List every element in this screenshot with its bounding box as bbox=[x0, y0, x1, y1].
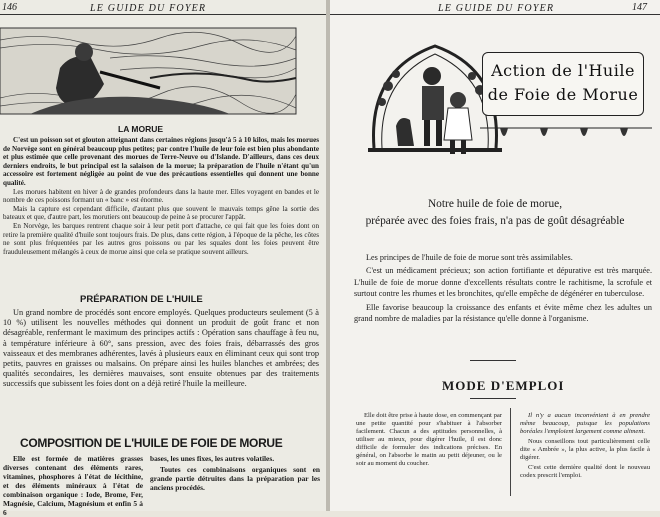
composition-paragraph: bases, les unes fixes, les autres volatiles. bbox=[150, 454, 275, 463]
mode-emploi-col2 bbox=[520, 412, 650, 480]
title-line-2: de Foie de Morue bbox=[487, 85, 639, 104]
fisherman-engraving bbox=[0, 28, 296, 114]
composition-paragraph: Toutes ces combinaisons organiques sont en grande partie détruites dans la préparation par les anciens procédés. bbox=[150, 465, 320, 492]
mode-emploi-title: MODE D'EMPLOI bbox=[442, 378, 565, 393]
action-paragraph: Elle favorise beaucoup la croissance des enfants et évite même chez les adultes un grand nombre de maladies par la résistance qu'elle donne à l'organisme. bbox=[354, 302, 652, 324]
lead-line-2: préparée avec des foies frais, n'a pas de goût désagréable bbox=[365, 215, 625, 227]
right-running-header: LE GUIDE DU FOYER bbox=[438, 3, 555, 14]
right-header-rule bbox=[330, 14, 660, 15]
right-page bbox=[330, 0, 660, 511]
composition-paragraph: Elle est formée de matières grasses diverses contenant des éléments rares, vitamines, phosphores à l'état de lécithine, et des éléments minéraux à l'état de combinaison organique : Iode, Brome, Fer, Magnésie, Calcium, Magnésium et enfin 5 à 6 bbox=[3, 454, 143, 517]
composition-col1 bbox=[3, 454, 143, 517]
preparation-paragraph: Un grand nombre de procédés sont encore employés. Quelques producteurs seulement (5 à 10 %) utilisent les nouvelles méthodes qui donnent un produit de goût franc et non désagréable, renfermant le maximum des principes actifs : Opération sans chauffage à feu nu, à température inférieure à 60°, sans pression, avec des foies frais, débarrassés des gros vaisseaux et des membranes adhérentes, lavés à plusieurs eaux en éliminant ceux qui sont trop petits, pauvres en graisses ou malsains. On prépare ainsi les huiles blanches et ambrées; des qualités secondaires, les dernières mauvaises, sont ensuite obtenues par des traitements successifs que subissent les foies dont on a déjà retiré l'huile la meilleure. bbox=[3, 308, 319, 389]
mode-emploi-paragraph: C'est cette dernière qualité dont le nouveau codex prescrit l'emploi. bbox=[520, 464, 650, 479]
column-divider bbox=[510, 408, 511, 496]
preparation-text bbox=[3, 308, 319, 390]
section-title-la-morue: LA MORUE bbox=[118, 124, 164, 134]
left-page bbox=[0, 0, 326, 517]
title-banner bbox=[482, 52, 644, 116]
left-page-number: 146 bbox=[2, 2, 17, 13]
left-header-rule bbox=[0, 14, 326, 15]
mode-emploi-paragraph: Nous conseillons tout particulièrement celle dite « Ambrée », la plus active, la plus facile à digérer. bbox=[520, 438, 650, 461]
divider bbox=[470, 360, 516, 361]
section-title-preparation: PRÉPARATION DE L'HUILE bbox=[80, 294, 203, 305]
mode-emploi-col1 bbox=[356, 412, 502, 468]
lead-statement bbox=[336, 196, 654, 230]
la-morue-paragraph: En Norvège, les barques rentrent chaque soir à leur petit port d'attache, ce qui fait que les foies dont on retire la première qualité d'huile sont toujours frais. De plus, dans cette région, à l'époque de la pêche, les côtes ne sont plus fréquentées par les autres gros poissons ou par les squales dont les foies peuvent être frauduleusement mélangés à ceux de morue ainsi que cela se pratique souvent ailleurs. bbox=[3, 221, 319, 256]
la-morue-paragraph: Les morues habitent en hiver à de grandes profondeurs dans la haute mer. Elles voyagent en bandes et le nombre de ces poissons formant un « banc » est énorme. bbox=[3, 187, 319, 205]
action-paragraph: Les principes de l'huile de foie de morue sont très assimilables. bbox=[366, 253, 573, 262]
la-morue-paragraph: Mais la capture est cependant difficile, d'autant plus que souvent le mauvais temps gêne la sortie des bateaux et que, d'autre part, les morutiers ont beaucoup de peine à se procurer l'appât. bbox=[3, 204, 319, 222]
mode-emploi-paragraph: Elle doit être prise à haute dose, en commençant par une petite quantité pour s'habituer à l'absorber facilement. Chacun a des aptitudes personnelles, à utiliser au mieux, pour digérer l'huile, il est donc difficile de formuler des indications précises. En général, on l'absorbe le matin au petit déjeuner, ou le soir au moment du coucher. bbox=[356, 412, 502, 467]
lead-line-1: Notre huile de foie de morue, bbox=[427, 198, 563, 210]
title-line-1: Action de l'Huile bbox=[491, 61, 635, 80]
action-text bbox=[354, 252, 652, 326]
la-morue-text bbox=[3, 136, 319, 256]
action-paragraph: C'est un médicament précieux; son action fortifiante et dépurative est très marquée. L'huile de foie de morue donne d'excellents résultats contre le rachitisme, la scrofule et surtout contre les rhumes et les bronchites, qu'elle empêche de dégénérer en tuberculose. bbox=[354, 266, 652, 299]
divider bbox=[470, 398, 516, 399]
composition-col2 bbox=[150, 454, 320, 492]
la-morue-paragraph: C'est un poisson sot et glouton atteignant dans certaines régions jusqu'à 5 à 10 kilos, mais les morues de Norvège sont en général beaucoup plus petites; par contre l'huile de leur foie est bien plus abondante et plus estimée que celle provenant des morues de Terre-Neuve ou d'Islande. D'ailleurs, dans ces deux derniers endroits, le but principal est la salaison de la morue; la préparation de l'huile n'étant qu'un accessoire est fortement négligée au point de vue des précautions essentielles qui donnent une bonne qualité. bbox=[3, 136, 319, 187]
mode-emploi-paragraph: Il n'y a aucun inconvénient à en prendre même beaucoup, puisque les populations boréales l'emploient largement comme aliment. bbox=[520, 412, 650, 435]
section-title-composition: COMPOSITION DE L'HUILE DE FOIE DE MORUE bbox=[20, 436, 283, 450]
ornament-floral-band bbox=[480, 116, 652, 148]
right-page-number: 147 bbox=[632, 2, 647, 13]
left-running-header: LE GUIDE DU FOYER bbox=[90, 3, 207, 14]
